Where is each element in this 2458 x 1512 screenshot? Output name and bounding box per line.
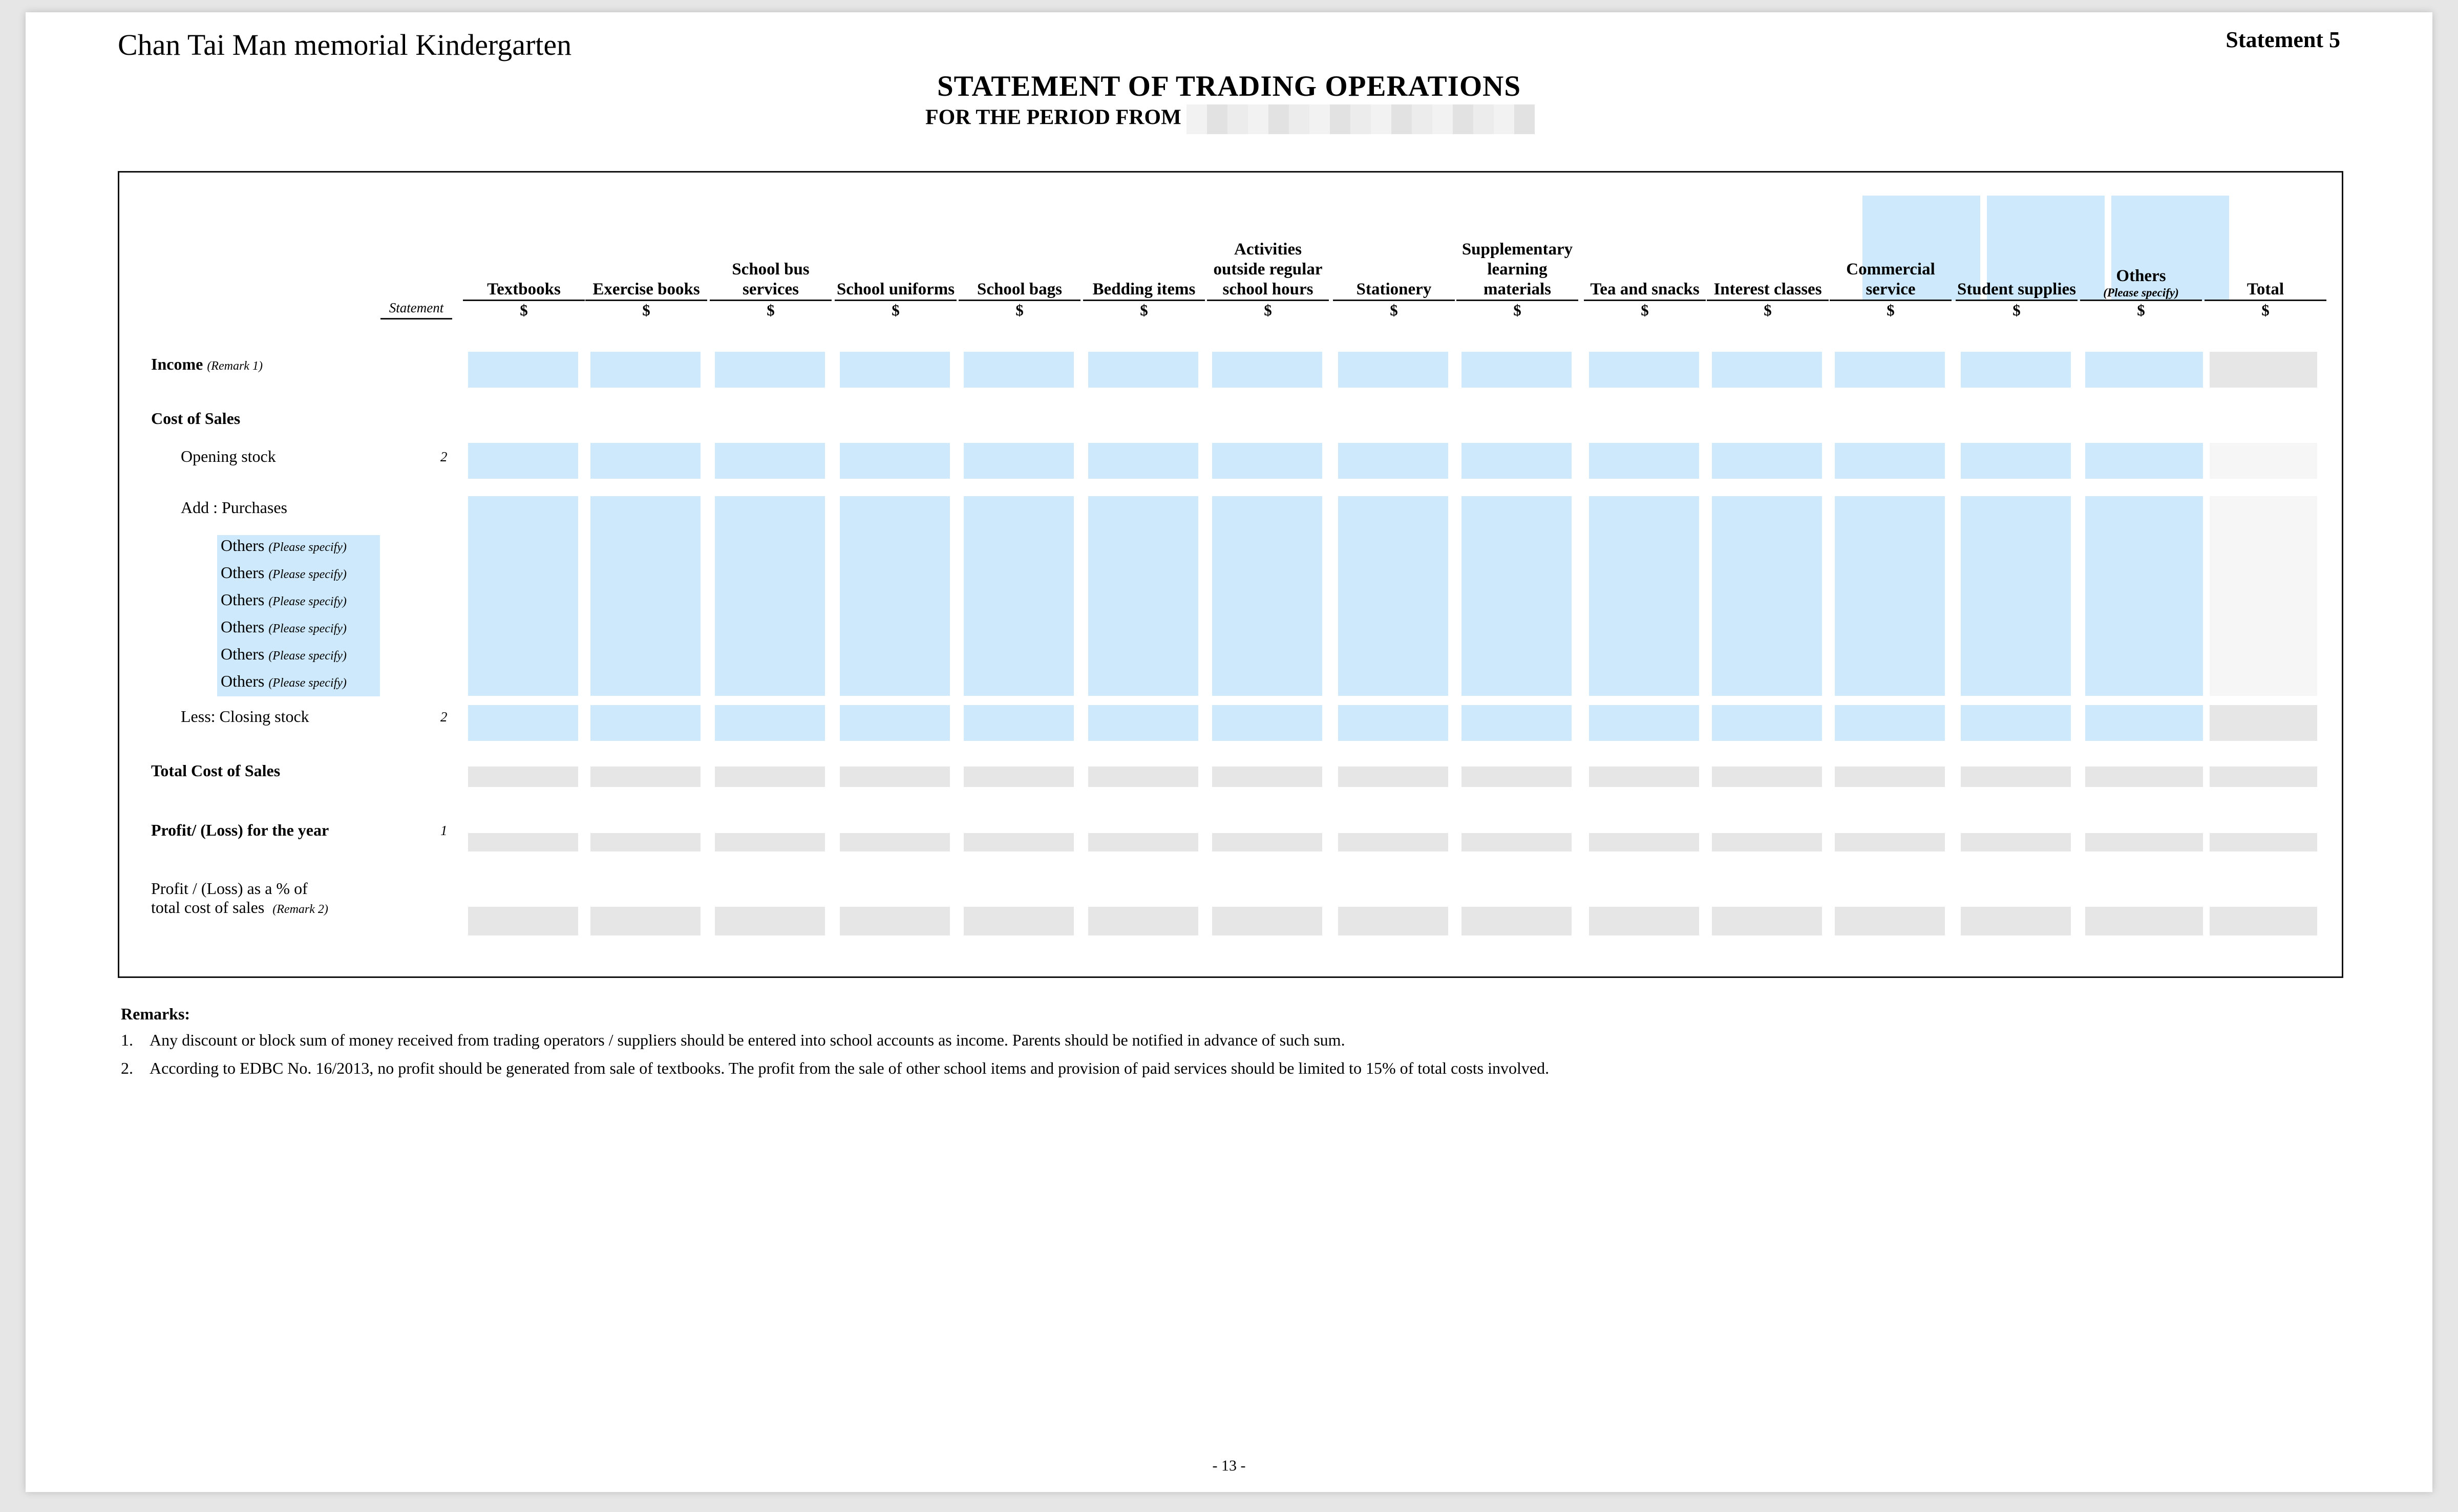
opening-stock-ref: 2 bbox=[440, 449, 448, 464]
purchases-others-cell[interactable] bbox=[1338, 496, 1448, 696]
profit-pct-cell bbox=[1589, 907, 1699, 935]
currency-symbol: $ bbox=[2261, 301, 2270, 319]
period-value-field[interactable] bbox=[1186, 104, 1535, 134]
column-label: School uniforms bbox=[835, 280, 957, 301]
column-label: Total bbox=[2205, 280, 2326, 301]
column-header-12 bbox=[1830, 173, 1952, 320]
column-header-9 bbox=[1456, 173, 1578, 320]
profit-pct-cell bbox=[1338, 907, 1448, 935]
profit-pct-cell bbox=[1961, 907, 2071, 935]
currency-symbol: $ bbox=[1513, 301, 1521, 319]
closing-stock-ref: 2 bbox=[440, 709, 448, 725]
profit-pct-cell bbox=[1212, 907, 1322, 935]
row-purchases: Add : Purchases bbox=[181, 498, 287, 517]
opening-stock-cell[interactable] bbox=[715, 443, 825, 479]
remarks-section bbox=[121, 1005, 1549, 1087]
profit-pct-cell bbox=[964, 907, 1074, 935]
purchases-others-total-cell bbox=[2210, 496, 2317, 696]
opening-stock-cell[interactable] bbox=[1835, 443, 1945, 479]
currency-symbol: $ bbox=[2137, 301, 2145, 319]
others-row-label-3[interactable]: Others (Please specify) bbox=[221, 590, 347, 609]
purchases-others-cell[interactable] bbox=[1835, 496, 1945, 696]
opening-stock-total-cell bbox=[2210, 443, 2317, 479]
purchases-others-cell[interactable] bbox=[1212, 496, 1322, 696]
purchases-others-cell[interactable] bbox=[2085, 496, 2203, 696]
column-label: Interest classes bbox=[1707, 280, 1829, 301]
income-cell[interactable] bbox=[1088, 352, 1198, 388]
opening-stock-cell[interactable] bbox=[840, 443, 950, 479]
profit-cell bbox=[1212, 833, 1322, 851]
profit-pct-cell bbox=[840, 907, 950, 935]
page-number: - 13 - bbox=[1212, 1457, 1246, 1474]
column-header-5 bbox=[959, 173, 1080, 320]
purchases-others-cell[interactable] bbox=[840, 496, 950, 696]
profit-cell bbox=[1589, 833, 1699, 851]
currency-symbol: $ bbox=[642, 301, 650, 319]
column-label: Activities outside regular school hours bbox=[1207, 240, 1329, 301]
closing-stock-cell[interactable] bbox=[1589, 705, 1699, 741]
total-cost-cell bbox=[1961, 766, 2071, 787]
income-cell[interactable] bbox=[468, 352, 578, 388]
column-label: Exercise books bbox=[585, 280, 707, 301]
currency-symbol: $ bbox=[1140, 301, 1148, 319]
closing-stock-cell[interactable] bbox=[1835, 705, 1945, 741]
profit-pct-cell bbox=[1835, 907, 1945, 935]
column-label: School bags bbox=[959, 280, 1080, 301]
closing-stock-cell[interactable] bbox=[1461, 705, 1572, 741]
others-row-label-2[interactable]: Others (Please specify) bbox=[221, 563, 347, 582]
closing-stock-total-cell bbox=[2210, 705, 2317, 741]
total-cost-cell bbox=[1589, 766, 1699, 787]
income-cell[interactable] bbox=[1961, 352, 2071, 388]
total-cost-cell bbox=[1712, 766, 1822, 787]
row-opening-stock: Opening stock bbox=[181, 447, 276, 465]
profit-cell bbox=[1338, 833, 1448, 851]
currency-symbol: $ bbox=[1390, 301, 1398, 319]
profit-pct-cell bbox=[1461, 907, 1572, 935]
statement-number: Statement 5 bbox=[2226, 27, 2340, 52]
total-cost-cell bbox=[715, 766, 825, 787]
income-cell[interactable] bbox=[590, 352, 701, 388]
closing-stock-cell[interactable] bbox=[715, 705, 825, 741]
opening-stock-cell[interactable] bbox=[2085, 443, 2203, 479]
row-profit-pct: Profit / (Loss) as a % of total cost of sales (Remark 2) bbox=[151, 879, 328, 917]
closing-stock-cell[interactable] bbox=[1088, 705, 1198, 741]
purchases-others-cell[interactable] bbox=[1589, 496, 1699, 696]
closing-stock-cell[interactable] bbox=[468, 705, 578, 741]
closing-stock-cell[interactable] bbox=[1961, 705, 2071, 741]
income-cell[interactable] bbox=[840, 352, 950, 388]
column-label: Supplementary learning materials bbox=[1456, 240, 1578, 301]
column-header-6 bbox=[1083, 173, 1205, 320]
closing-stock-cell[interactable] bbox=[1212, 705, 1322, 741]
column-label: Student supplies bbox=[1956, 280, 2078, 301]
statement-col-header: Statement bbox=[380, 173, 452, 320]
page-title: STATEMENT OF TRADING OPERATIONS bbox=[937, 70, 1521, 102]
others-row-label-4[interactable]: Others (Please specify) bbox=[221, 617, 347, 636]
income-cell[interactable] bbox=[2085, 352, 2203, 388]
profit-pct-cell bbox=[590, 907, 701, 935]
remark-item-2: 2. According to EDBC No. 16/2013, no profit should be generated from sale of textbooks. The profit from the sale of other school items and provision of paid services should be limited to 15% of total costs involved. bbox=[121, 1059, 1550, 1077]
profit-cell bbox=[1961, 833, 2071, 851]
column-header-15 bbox=[2205, 173, 2326, 320]
total-cost-cell bbox=[2085, 766, 2203, 787]
total-cost-cell bbox=[1461, 766, 1572, 787]
purchases-others-cell[interactable] bbox=[590, 496, 701, 696]
opening-stock-cell[interactable] bbox=[1589, 443, 1699, 479]
currency-symbol: $ bbox=[520, 301, 528, 319]
profit-cell bbox=[1461, 833, 1572, 851]
total-cost-cell bbox=[590, 766, 701, 787]
profit-pct-cell bbox=[1712, 907, 1822, 935]
statement-page bbox=[26, 12, 2432, 1492]
column-header-13 bbox=[1956, 173, 2078, 320]
closing-stock-cell[interactable] bbox=[840, 705, 950, 741]
income-total-cell bbox=[2210, 352, 2317, 388]
others-row-label-6[interactable]: Others (Please specify) bbox=[221, 672, 347, 690]
remark-item-1: 1. Any discount or block sum of money received from trading operators / suppliers should be entered into school accounts as income. Parents should be notified in advance of such sum. bbox=[121, 1031, 1345, 1049]
column-label: Tea and snacks bbox=[1584, 280, 1706, 301]
profit-pct-cell bbox=[1088, 907, 1198, 935]
opening-stock-cell[interactable] bbox=[1961, 443, 2071, 479]
profit-pct-total-cell bbox=[2210, 907, 2317, 935]
profit-pct-cell bbox=[2085, 907, 2203, 935]
row-income: Income (Remark 1) bbox=[151, 355, 263, 373]
currency-symbol: $ bbox=[1641, 301, 1649, 319]
currency-symbol: $ bbox=[767, 301, 775, 319]
currency-symbol: $ bbox=[1015, 301, 1024, 319]
opening-stock-cell[interactable] bbox=[468, 443, 578, 479]
purchases-others-cell[interactable] bbox=[1461, 496, 1572, 696]
income-cell[interactable] bbox=[1338, 352, 1448, 388]
trading-operations-table bbox=[118, 171, 2343, 978]
row-cost-of-sales: Cost of Sales bbox=[151, 409, 241, 428]
closing-stock-cell[interactable] bbox=[1338, 705, 1448, 741]
profit-total-cell bbox=[2210, 833, 2317, 851]
profit-pct-cell bbox=[715, 907, 825, 935]
total-cost-cell bbox=[840, 766, 950, 787]
currency-symbol: $ bbox=[1264, 301, 1272, 319]
column-header-14 bbox=[2080, 173, 2202, 320]
others-row-label-1[interactable]: Others (Please specify) bbox=[221, 536, 347, 555]
column-header-3 bbox=[710, 173, 832, 320]
column-header-7 bbox=[1207, 173, 1329, 320]
column-label: Bedding items bbox=[1083, 280, 1205, 301]
column-label: Others (Please specify) bbox=[2080, 266, 2202, 301]
period-label: FOR THE PERIOD FROM bbox=[925, 105, 1181, 130]
income-cell[interactable] bbox=[964, 352, 1074, 388]
period-line bbox=[925, 104, 1535, 134]
opening-stock-cell[interactable] bbox=[1461, 443, 1572, 479]
profit-cell bbox=[1088, 833, 1198, 851]
total-cost-cell bbox=[1835, 766, 1945, 787]
row-profit-loss: Profit/ (Loss) for the year bbox=[151, 821, 329, 839]
currency-symbol: $ bbox=[1764, 301, 1772, 319]
total-cost-total-cell bbox=[2210, 766, 2317, 787]
income-cell[interactable] bbox=[1589, 352, 1699, 388]
column-header-8 bbox=[1333, 173, 1455, 320]
income-cell[interactable] bbox=[1461, 352, 1572, 388]
profit-cell bbox=[1712, 833, 1822, 851]
opening-stock-cell[interactable] bbox=[590, 443, 701, 479]
column-header-1 bbox=[463, 173, 585, 320]
row-total-cost-of-sales: Total Cost of Sales bbox=[151, 761, 281, 780]
profit-cell bbox=[468, 833, 578, 851]
opening-stock-cell[interactable] bbox=[1212, 443, 1322, 479]
closing-stock-cell[interactable] bbox=[2085, 705, 2203, 741]
income-cell[interactable] bbox=[1712, 352, 1822, 388]
income-cell[interactable] bbox=[715, 352, 825, 388]
total-cost-cell bbox=[468, 766, 578, 787]
column-header-10 bbox=[1584, 173, 1706, 320]
row-closing-stock: Less: Closing stock bbox=[181, 707, 309, 726]
currency-symbol: $ bbox=[892, 301, 900, 319]
column-label: Textbooks bbox=[463, 280, 585, 301]
total-cost-cell bbox=[964, 766, 1074, 787]
opening-stock-cell[interactable] bbox=[1088, 443, 1198, 479]
income-cell[interactable] bbox=[1835, 352, 1945, 388]
column-label: Stationery bbox=[1333, 280, 1455, 301]
column-header-2 bbox=[585, 173, 707, 320]
profit-pct-cell bbox=[468, 907, 578, 935]
purchases-others-cell[interactable] bbox=[1961, 496, 2071, 696]
closing-stock-cell[interactable] bbox=[1712, 705, 1822, 741]
purchases-others-cell[interactable] bbox=[715, 496, 825, 696]
purchases-others-cell[interactable] bbox=[468, 496, 578, 696]
column-header-4 bbox=[835, 173, 957, 320]
purchases-others-cell[interactable] bbox=[1712, 496, 1822, 696]
total-cost-cell bbox=[1338, 766, 1448, 787]
currency-symbol: $ bbox=[2012, 301, 2021, 319]
remarks-heading: Remarks: bbox=[121, 1005, 190, 1023]
closing-stock-cell[interactable] bbox=[964, 705, 1074, 741]
school-name: Chan Tai Man memorial Kindergarten bbox=[118, 28, 572, 61]
opening-stock-cell[interactable] bbox=[1712, 443, 1822, 479]
profit-cell bbox=[840, 833, 950, 851]
purchases-others-cell[interactable] bbox=[964, 496, 1074, 696]
opening-stock-cell[interactable] bbox=[1338, 443, 1448, 479]
purchases-others-cell[interactable] bbox=[1088, 496, 1198, 696]
total-cost-cell bbox=[1212, 766, 1322, 787]
profit-ref: 1 bbox=[440, 823, 448, 838]
profit-cell bbox=[964, 833, 1074, 851]
others-row-label-5[interactable]: Others (Please specify) bbox=[221, 645, 347, 663]
column-label: Commercial service bbox=[1830, 260, 1952, 301]
income-cell[interactable] bbox=[1212, 352, 1322, 388]
column-label: School bus services bbox=[710, 260, 832, 301]
profit-cell bbox=[2085, 833, 2203, 851]
profit-cell bbox=[590, 833, 701, 851]
profit-cell bbox=[715, 833, 825, 851]
column-header-11 bbox=[1707, 173, 1829, 320]
currency-symbol: $ bbox=[1887, 301, 1895, 319]
opening-stock-cell[interactable] bbox=[964, 443, 1074, 479]
total-cost-cell bbox=[1088, 766, 1198, 787]
profit-cell bbox=[1835, 833, 1945, 851]
closing-stock-cell[interactable] bbox=[590, 705, 701, 741]
